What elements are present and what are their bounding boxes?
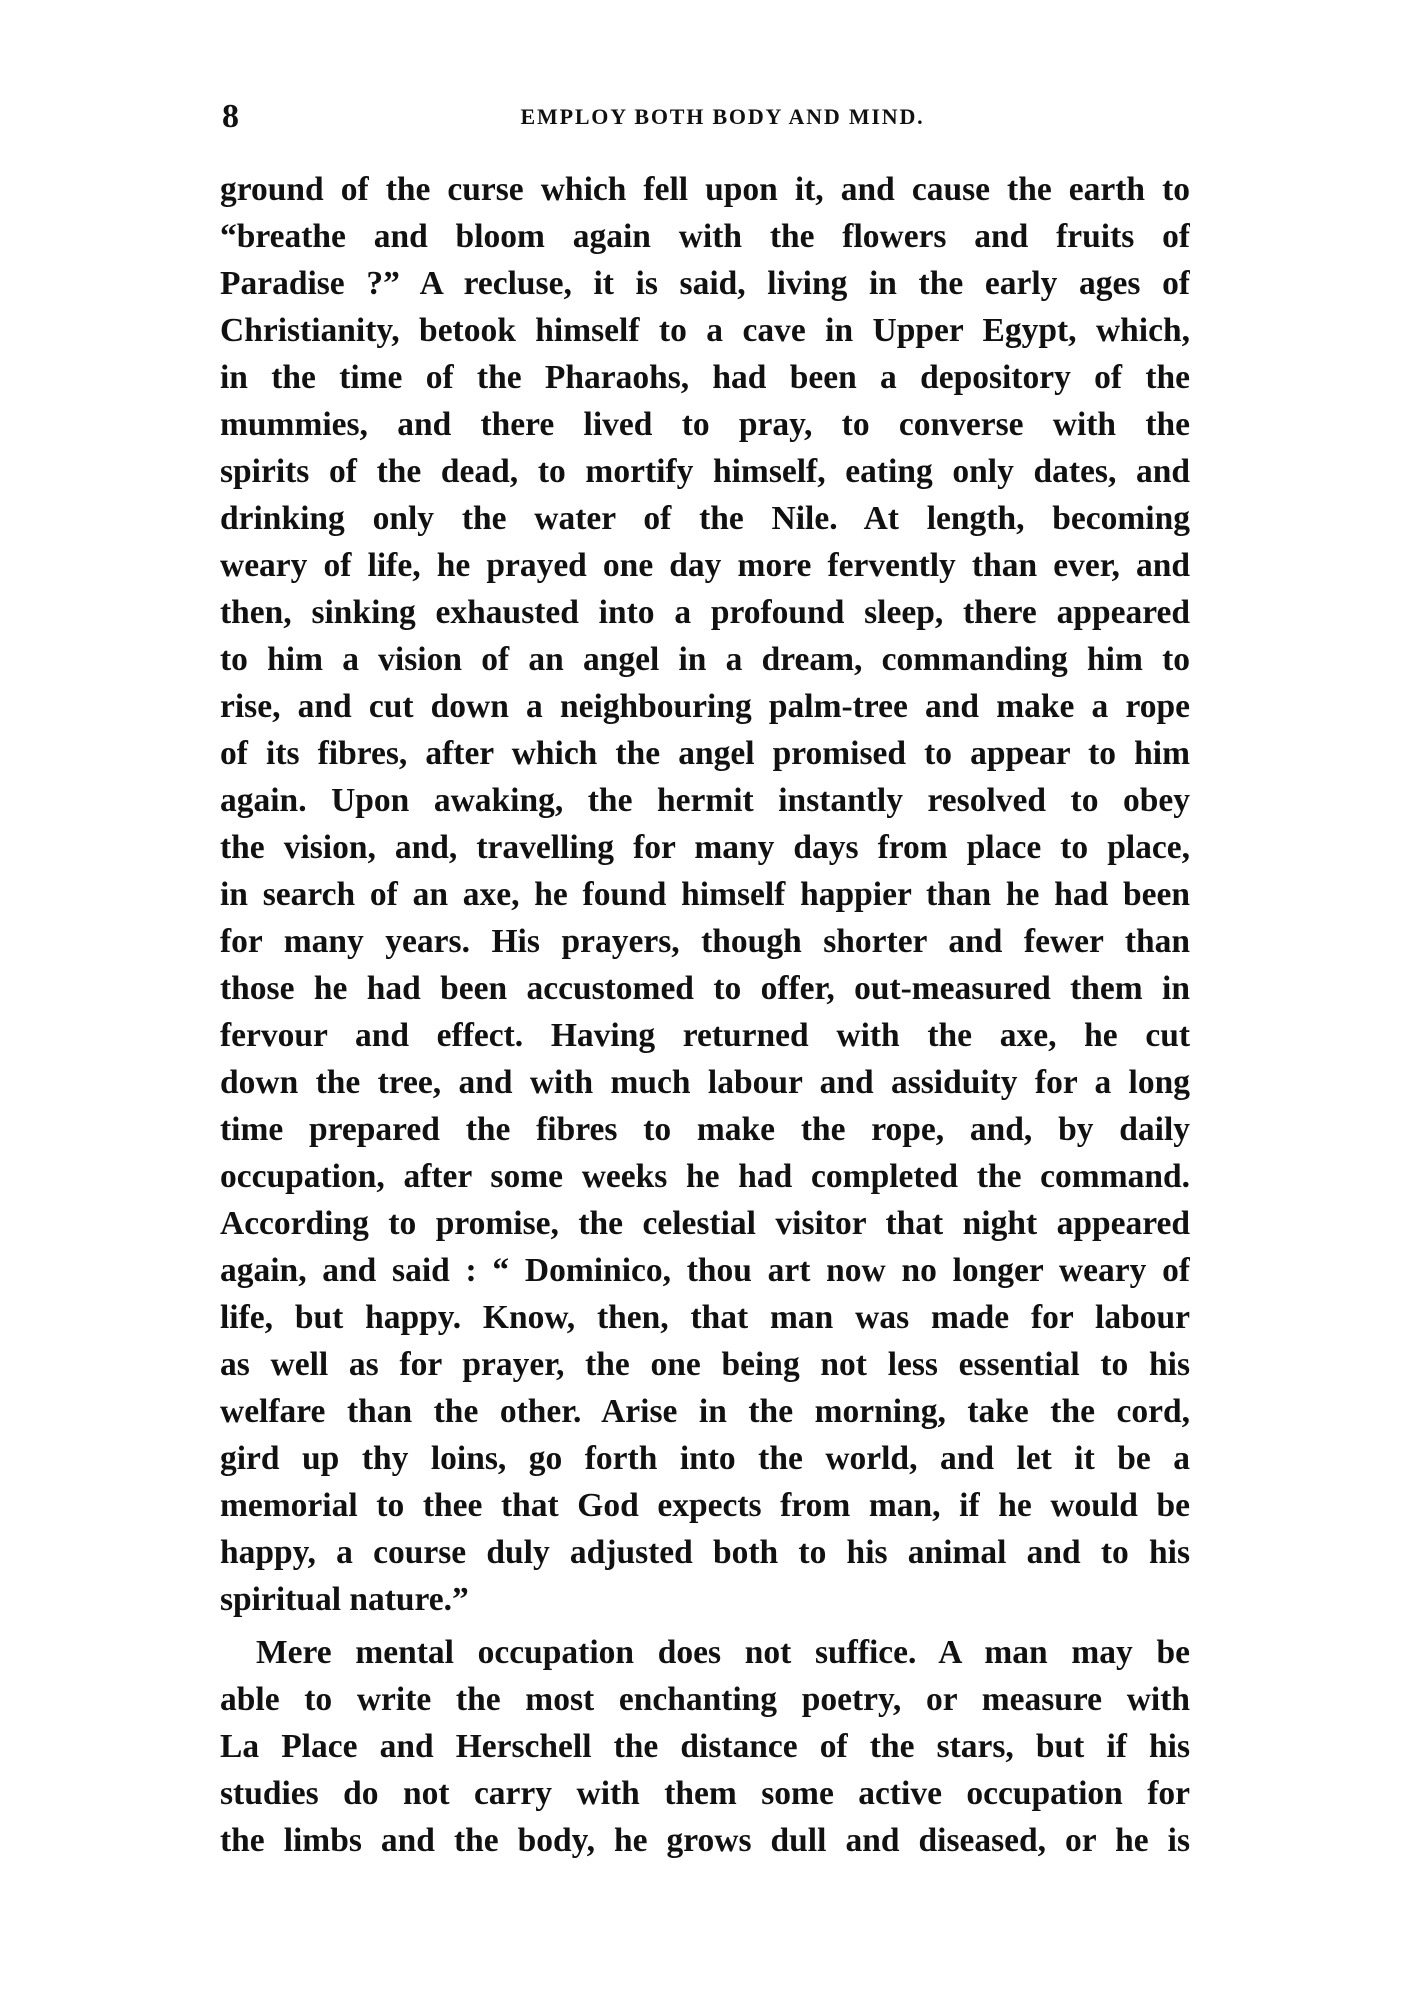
running-title: EMPLOY BOTH BODY AND MIND. [520, 104, 925, 129]
text-line: again, and said : “ Dominico, thou art now no longer weary of [220, 1252, 1190, 1289]
text-line: Christianity, betook himself to a cave in Upper Egypt, which, [220, 312, 1190, 349]
text-line: to him a vision of an angel in a dream, commanding him to [220, 641, 1190, 678]
text-line: memorial to thee that God expects from man, if he would be [220, 1487, 1190, 1524]
text-line: rise, and cut down a neighbouring palm-tree and make a rope [220, 688, 1190, 725]
text-line: drinking only the water of the Nile. At length, becoming [220, 500, 1190, 537]
text-line: those he had been accustomed to offer, out-measured them in [220, 970, 1190, 1007]
text-line: ground of the curse which fell upon it, and cause the earth to [220, 171, 1190, 208]
text-line: La Place and Herschell the distance of the stars, but if his [220, 1728, 1190, 1765]
text-line: then, sinking exhausted into a profound sleep, there appeared [220, 594, 1190, 631]
text-line: time prepared the fibres to make the rope, and, by daily [220, 1111, 1190, 1148]
paragraph-2 [220, 1629, 1190, 1864]
text-line: weary of life, he prayed one day more fervently than ever, and [220, 547, 1190, 584]
text-line: again. Upon awaking, the hermit instantly resolved to obey [220, 782, 1190, 819]
page-header [210, 92, 1195, 142]
text-line: happy, a course duly adjusted both to his animal and to his [220, 1534, 1190, 1571]
text-line: for many years. His prayers, though shorter and fewer than [220, 923, 1190, 960]
paragraph-1 [220, 166, 1190, 1623]
text-line: According to promise, the celestial visitor that night appeared [220, 1205, 1190, 1242]
text-line: Mere mental occupation does not suffice. A man may be [256, 1634, 1190, 1671]
text-line: fervour and effect. Having returned with the axe, he cut [220, 1017, 1190, 1054]
text-line: as well as for prayer, the one being not less essential to his [220, 1346, 1190, 1383]
text-line: in search of an axe, he found himself happier than he had been [220, 876, 1190, 913]
text-line: spirits of the dead, to mortify himself, eating only dates, and [220, 453, 1190, 490]
body-text [220, 166, 1190, 1866]
text-line: able to write the most enchanting poetry, or measure with [220, 1681, 1190, 1718]
text-line: spiritual nature.” [220, 1581, 469, 1618]
text-line: mummies, and there lived to pray, to converse with the [220, 406, 1190, 443]
text-line: the vision, and, travelling for many days from place to place, [220, 829, 1190, 866]
text-line: welfare than the other. Arise in the morning, take the cord, [220, 1393, 1190, 1430]
text-line: life, but happy. Know, then, that man was made for labour [220, 1299, 1190, 1336]
page-number: 8 [222, 98, 239, 135]
text-line: “breathe and bloom again with the flowers and fruits of [220, 218, 1190, 255]
text-line: Paradise ?” A recluse, it is said, living in the early ages of [220, 265, 1190, 302]
text-line: studies do not carry with them some active occupation for [220, 1775, 1190, 1812]
text-line: in the time of the Pharaohs, had been a depository of the [220, 359, 1190, 396]
text-line: occupation, after some weeks he had completed the command. [220, 1158, 1190, 1195]
text-line: down the tree, and with much labour and assiduity for a long [220, 1064, 1190, 1101]
text-line: the limbs and the body, he grows dull and diseased, or he is [220, 1822, 1190, 1859]
text-line: gird up thy loins, go forth into the world, and let it be a [220, 1440, 1190, 1477]
text-line: of its fibres, after which the angel promised to appear to him [220, 735, 1190, 772]
